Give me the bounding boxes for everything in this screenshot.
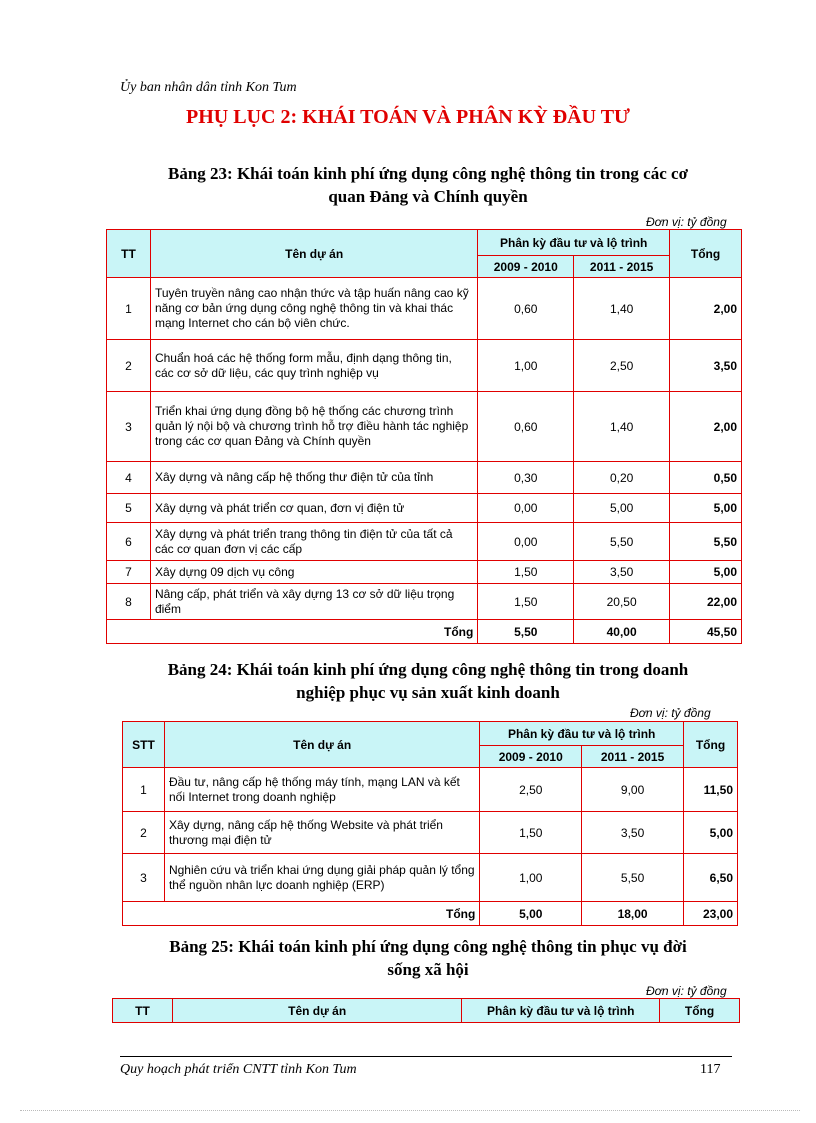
table24-header-name: Tên dự án: [164, 722, 479, 768]
cell-no: 3: [123, 854, 165, 902]
sum-total: 23,00: [684, 902, 738, 926]
table-row: [107, 523, 742, 561]
cell-no: 8: [107, 584, 151, 620]
table23-header-no: TT: [107, 230, 151, 278]
cell-p1: 1,00: [478, 340, 574, 392]
table25-unit: Đơn vị: tỷ đồng: [646, 984, 727, 998]
table25-header-total: Tổng: [660, 999, 740, 1023]
table-row: [107, 561, 742, 584]
table-row: [123, 854, 738, 902]
table23: [106, 229, 742, 644]
cell-p1: 0,60: [478, 392, 574, 462]
sum-p2: 40,00: [574, 620, 670, 644]
cell-name: Chuẩn hoá các hệ thống form mẫu, định dạng thông tin, các cơ sở dữ liệu, các quy trình nghiệp vụ: [150, 340, 477, 392]
table25-header-no: TT: [113, 999, 173, 1023]
table24-caption-line1: Bảng 24: Khái toán kinh phí ứng dụng công nghệ thông tin trong doanh: [167, 660, 689, 679]
cell-no: 2: [107, 340, 151, 392]
cell-name: Nghiên cứu và triển khai ứng dụng giải pháp quản lý tổng thể nguồn nhân lực doanh nghiệp (ERP): [164, 854, 479, 902]
cell-p1: 0,00: [478, 523, 574, 561]
cell-no: 4: [107, 462, 151, 494]
cell-total: 6,50: [684, 854, 738, 902]
cell-p1: 2,50: [480, 768, 582, 812]
cell-name: Xây dựng và nâng cấp hệ thống thư điện tử của tỉnh: [150, 462, 477, 494]
cell-p1: 1,00: [480, 854, 582, 902]
table-row: [107, 340, 742, 392]
cell-no: 6: [107, 523, 151, 561]
cell-name: Xây dựng 09 dịch vụ công: [150, 561, 477, 584]
table24-caption-line2: nghiệp phục vụ sản xuất kinh doanh: [296, 683, 560, 702]
sum-p2: 18,00: [582, 902, 684, 926]
cell-name: Tuyên truyền nâng cao nhận thức và tập huấn nâng cao kỹ năng cơ bản ứng dụng công nghệ thông tin và khai thác mạng Internet cho cán bộ viên chức.: [150, 278, 477, 340]
cell-total: 3,50: [670, 340, 742, 392]
cell-no: 1: [123, 768, 165, 812]
table24: [122, 721, 738, 926]
cell-p1: 0,60: [478, 278, 574, 340]
table23-header-name: Tên dự án: [150, 230, 477, 278]
appendix-title: PHỤ LỤC 2: KHÁI TOÁN VÀ PHÂN KỲ ĐẦU TƯ: [186, 106, 630, 128]
sum-label: Tổng: [107, 620, 478, 644]
footer-divider: [120, 1056, 732, 1057]
sum-p1: 5,00: [480, 902, 582, 926]
cell-p2: 2,50: [574, 340, 670, 392]
cell-no: 7: [107, 561, 151, 584]
table23-caption-line1: Bảng 23: Khái toán kinh phí ứng dụng công nghệ thông tin trong các cơ: [168, 164, 688, 183]
table25-caption: [118, 935, 738, 981]
cell-p2: 1,40: [574, 392, 670, 462]
sum-p1: 5,50: [478, 620, 574, 644]
table24-header-phase: Phân kỳ đầu tư và lộ trình: [480, 722, 684, 746]
cell-p2: 1,40: [574, 278, 670, 340]
cell-p1: 1,50: [480, 812, 582, 854]
cell-total: 5,50: [670, 523, 742, 561]
cell-p2: 9,00: [582, 768, 684, 812]
cell-p2: 0,20: [574, 462, 670, 494]
table24-caption: [118, 658, 738, 704]
table23-header-total: Tổng: [670, 230, 742, 278]
table23-unit: Đơn vị: tỷ đồng: [646, 215, 727, 229]
table25-header-phase: Phân kỳ đầu tư và lộ trình: [462, 999, 660, 1023]
cell-total: 5,00: [670, 494, 742, 523]
table-row: [107, 462, 742, 494]
table24-header-p1: 2009 - 2010: [480, 746, 582, 768]
table23-header-phase: Phân kỳ đầu tư và lộ trình: [478, 230, 670, 256]
table23-caption-line2: quan Đảng và Chính quyền: [328, 187, 528, 206]
table-row: [107, 584, 742, 620]
table24-header-no: STT: [123, 722, 165, 768]
cell-name: Xây dựng và phát triển cơ quan, đơn vị điện tử: [150, 494, 477, 523]
page-bottom-dotted-line: [20, 1110, 800, 1111]
table-row: [107, 392, 742, 462]
cell-no: 5: [107, 494, 151, 523]
cell-p2: 3,50: [574, 561, 670, 584]
sum-label: Tổng: [123, 902, 480, 926]
cell-total: 5,00: [670, 561, 742, 584]
cell-name: Nâng cấp, phát triển và xây dựng 13 cơ sở dữ liệu trọng điểm: [150, 584, 477, 620]
cell-p2: 5,50: [582, 854, 684, 902]
cell-no: 2: [123, 812, 165, 854]
cell-p2: 5,50: [574, 523, 670, 561]
cell-name: Xây dựng, nâng cấp hệ thống Website và phát triển thương mại điện tử: [164, 812, 479, 854]
sum-total: 45,50: [670, 620, 742, 644]
cell-p1: 1,50: [478, 584, 574, 620]
cell-p1: 0,30: [478, 462, 574, 494]
cell-p2: 20,50: [574, 584, 670, 620]
cell-total: 11,50: [684, 768, 738, 812]
table24-header-p2: 2011 - 2015: [582, 746, 684, 768]
table-row: [107, 494, 742, 523]
table24-unit: Đơn vị: tỷ đồng: [630, 706, 711, 720]
cell-p1: 1,50: [478, 561, 574, 584]
table24-header-total: Tổng: [684, 722, 738, 768]
table-row: [123, 768, 738, 812]
header-organization: Ủy ban nhân dân tỉnh Kon Tum: [120, 80, 297, 95]
cell-name: Xây dựng và phát triển trang thông tin điện tử của tất cả các cơ quan đơn vị các cấp: [150, 523, 477, 561]
cell-name: Triển khai ứng dụng đồng bộ hệ thống các chương trình quản lý nội bộ và chương trình hỗ trợ điều hành tác nghiệp trong các cơ quan Đảng và Chính quyền: [150, 392, 477, 462]
table23-caption: [118, 162, 738, 208]
table25-header-name: Tên dự án: [172, 999, 461, 1023]
cell-no: 1: [107, 278, 151, 340]
cell-p2: 3,50: [582, 812, 684, 854]
table-row: [107, 278, 742, 340]
cell-no: 3: [107, 392, 151, 462]
cell-p1: 0,00: [478, 494, 574, 523]
cell-p2: 5,00: [574, 494, 670, 523]
cell-name: Đầu tư, nâng cấp hệ thống máy tính, mạng LAN và kết nối Internet trong doanh nghiệp: [164, 768, 479, 812]
table25-caption-line1: Bảng 25: Khái toán kinh phí ứng dụng công nghệ thông tin phục vụ đời: [169, 937, 687, 956]
cell-total: 22,00: [670, 584, 742, 620]
footer-document-title: Quy hoạch phát triển CNTT tỉnh Kon Tum: [120, 1062, 357, 1077]
table23-header-p1: 2009 - 2010: [478, 256, 574, 278]
cell-total: 0,50: [670, 462, 742, 494]
footer-page-number: 117: [700, 1062, 721, 1077]
table-row: [123, 812, 738, 854]
table24-sum-row: [123, 902, 738, 926]
table25-caption-line2: sống xã hội: [387, 960, 469, 979]
cell-total: 2,00: [670, 278, 742, 340]
table23-header-p2: 2011 - 2015: [574, 256, 670, 278]
cell-total: 2,00: [670, 392, 742, 462]
cell-total: 5,00: [684, 812, 738, 854]
table25: [112, 998, 740, 1023]
table23-sum-row: [107, 620, 742, 644]
